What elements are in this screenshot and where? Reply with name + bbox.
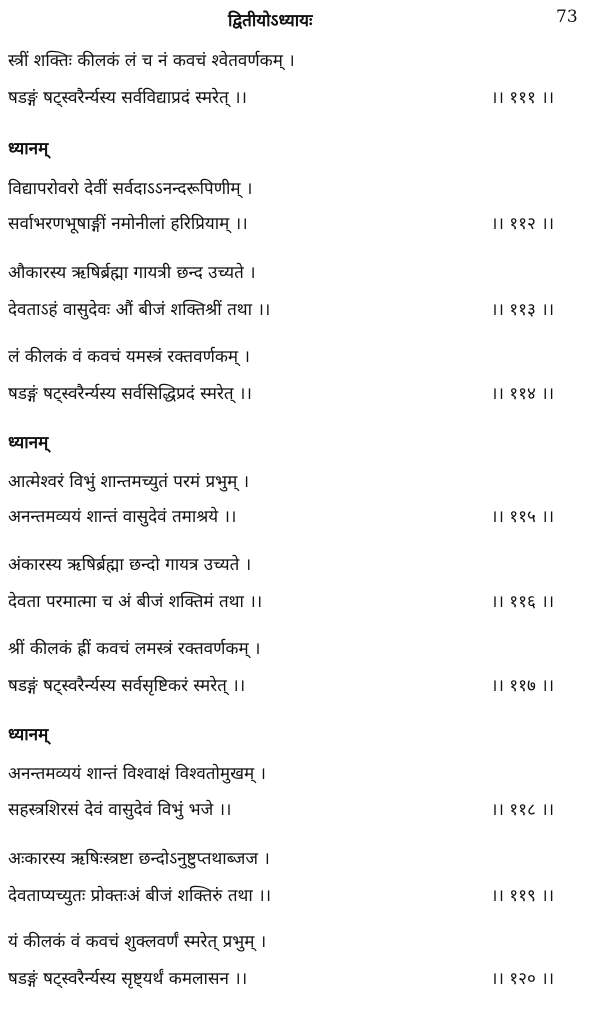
verse-number: ।। ११९ ।। (491, 886, 555, 906)
section-heading: ध्यानम् (8, 139, 49, 159)
verse-line: षडङ्गं षट्स्वरैर्न्यस्य सर्वसिद्धिप्रदं स्मरेत् ।। (8, 384, 252, 404)
verse-line: औकारस्य ऋषिर्ब्रह्मा गायत्री छन्द उच्यते । (8, 263, 256, 283)
verse-line: अनन्तमव्ययं शान्तं वासुदेवं तमाश्रये ।। (8, 507, 237, 527)
verse-line: यं कीलकं वं कवचं शुक्लवर्णं स्मरेत् प्रभुम् । (8, 932, 267, 952)
verse-number: ।। १२० ।। (491, 969, 555, 989)
verse-line: श्रीं कीलकं ह्रीं कवचं लमस्त्रं रक्तवर्णकम् । (8, 639, 261, 659)
verse-number: ।। ११७ ।। (491, 676, 555, 696)
verse-number: ।। ११४ ।। (491, 384, 555, 404)
verse-number: ।। ११५ ।। (491, 507, 555, 527)
verse-line: स्त्रीं शक्तिः कीलकं लं च नं कवचं श्वेतवर्णकम् । (8, 51, 295, 71)
verse-line: अनन्तमव्ययं शान्तं विश्वाक्षं विश्वतोमुखम् । (8, 764, 266, 784)
verse-line: आत्मेश्वरं विभुं शान्तमच्युतं परमं प्रभुम् । (8, 472, 250, 492)
verse-line: देवता परमात्मा च अं बीजं शक्तिमं तथा ।। (8, 592, 263, 612)
chapter-title: द्वितीयोऽध्यायः (228, 11, 313, 31)
verse-line: सहस्त्रशिरसं देवं वासुदेवं विभुं भजे ।। (8, 800, 232, 820)
verse-line: देवताऽहं वासुदेवः औं बीजं शक्तिश्रीं तथा ।। (8, 300, 271, 320)
verse-line: अःकारस्य ऋषिःस्त्रष्टा छन्दोऽनुष्टुप्तथाब्जज । (8, 849, 270, 869)
verse-line: लं कीलकं वं कवचं यमस्त्रं रक्तवर्णकम् । (8, 347, 250, 367)
verse-line: षडङ्गं षट्स्वरैर्न्यस्य सर्वविद्याप्रदं स्मरेत् ।। (8, 88, 247, 108)
verse-line: देवताप्यच्युतः प्रोक्तःअं बीजं शक्तिरुं तथा ।। (8, 886, 272, 906)
verse-line: विद्यापरोवरो देवीं सर्वदाऽऽनन्दरूपिणीम् । (8, 179, 253, 199)
section-heading: ध्यानम् (8, 725, 49, 745)
verse-number: ।। ११८ ।। (491, 800, 555, 820)
verse-number: ।। ११३ ।। (491, 300, 555, 320)
verse-line: षडङ्गं षट्स्वरैर्न्यस्य सर्वसृष्टिकरं स्मरेत् ।। (8, 676, 246, 696)
section-heading: ध्यानम् (8, 433, 49, 453)
verse-number: ।। १११ ।। (491, 88, 555, 108)
verse-line: षडङ्गं षट्स्वरैर्न्यस्य सृष्ट्यर्थं कमलासन ।। (8, 969, 248, 989)
verse-line: सर्वाभरणभूषाङ्गीं नमोनीलां हरिप्रियाम् ।। (8, 214, 248, 234)
verse-line: अंकारस्य ऋषिर्ब्रह्मा छन्दो गायत्र उच्यते । (8, 555, 252, 575)
verse-number: ।। ११६ ।। (491, 592, 555, 612)
verse-number: ।। ११२ ।। (491, 214, 555, 234)
page-number: 73 (556, 7, 578, 27)
